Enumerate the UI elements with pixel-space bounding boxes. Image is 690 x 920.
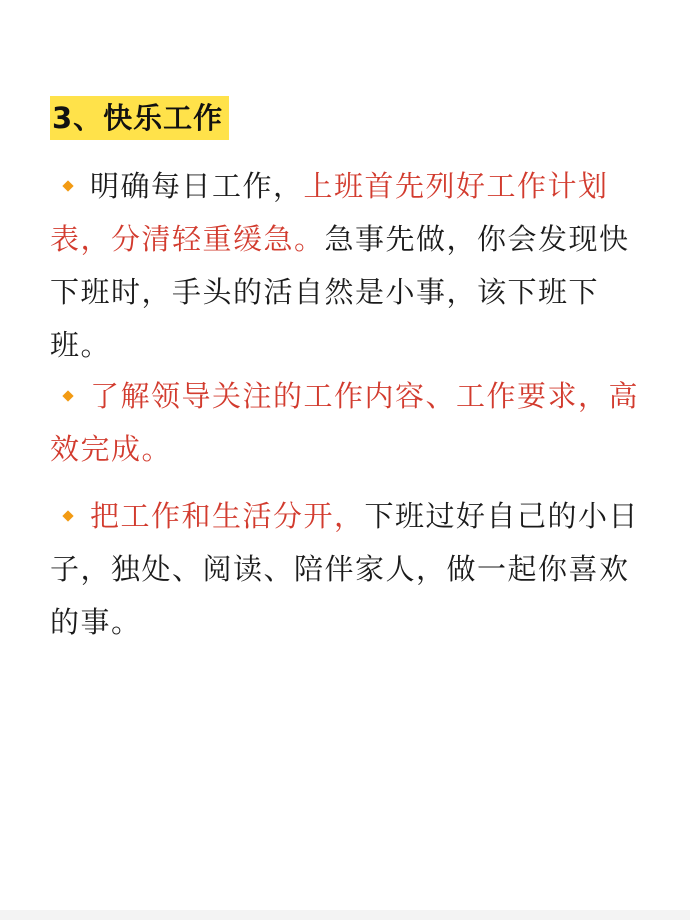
bullet-diamond-icon (62, 510, 73, 521)
tip-1-text: 明确每日工作， (90, 169, 304, 203)
tip-paragraph-2 (50, 370, 650, 476)
bullet-diamond-icon (62, 390, 73, 401)
tip-paragraph-3 (50, 490, 650, 649)
tip-3-text: 下班过好自己的小日子，独处、阅读、陪伴家人，做一起你喜欢的事。 (50, 499, 640, 639)
tip-paragraph-1 (50, 160, 650, 372)
bottom-edge (0, 910, 690, 920)
section-heading: 3、快乐工作 (50, 96, 229, 140)
bullet-diamond-icon (62, 180, 73, 191)
tip-1-emphasis: 上班首先列好工作计划表，分清轻重缓急。 (50, 169, 609, 256)
tip-2-emphasis: 了解领导关注的工作内容、工作要求，高 效完成。 (50, 379, 640, 466)
tip-1-text-continued: 急事先做，你会发现快下班时，手头的活自然是小事，该下班下班。 (50, 222, 630, 362)
tip-3-emphasis: 把工作和生活分开， (90, 499, 365, 533)
